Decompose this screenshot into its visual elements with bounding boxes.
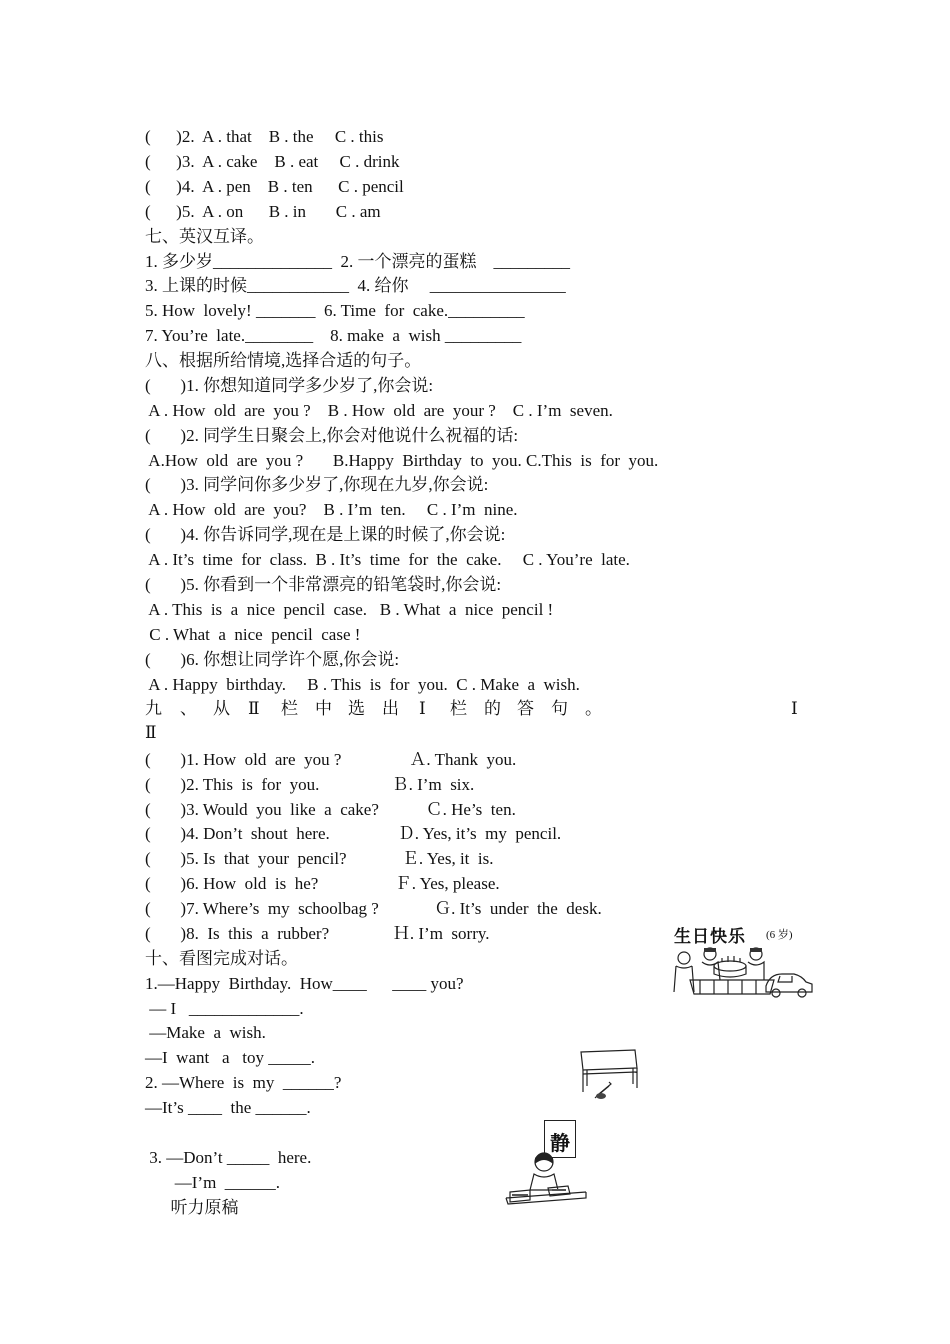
section8-q5: ( )5. 你看到一个非常漂亮的铅笔袋时,你会说: — [145, 575, 502, 594]
section9-column1-label: Ⅰ — [791, 699, 798, 718]
birthday-scene-drawing — [670, 922, 820, 1000]
section9-heading-char: 的 — [484, 699, 501, 718]
dialogue2-line1: 2. —Where is my ______? — [145, 1073, 342, 1092]
dialogue2-line2: —It’s ____ the ______. — [145, 1098, 311, 1117]
section6-q3: ( )3. A . cake B . eat C . drink — [145, 152, 400, 171]
desk-picture — [575, 1046, 645, 1108]
dialogue3-line2: —I’m ______. — [145, 1173, 281, 1192]
section7-row3: 5. How lovely! _______ 6. Time for cake._________ — [145, 301, 525, 320]
dialogue1-line2: — I _____________. — [145, 999, 304, 1018]
dialogue3-line1: 3. —Don’t _____ here. — [145, 1148, 312, 1167]
listening-script-title: 听力原稿 — [145, 1198, 239, 1217]
section9-heading-char: 出 — [382, 699, 399, 718]
section8-q5-options: A . This is a nice pencil case. B . What a nice pencil ! — [145, 600, 554, 619]
birthday-age-text: (6 岁) — [766, 929, 793, 941]
section8-q2: ( )2. 同学生日聚会上,你会对他说什么祝福的话: — [145, 426, 519, 445]
section6-q5: ( )5. A . on B . in C . am — [145, 202, 381, 221]
section9-heading-char: 九 — [145, 699, 162, 718]
student-reading-drawing — [500, 1118, 592, 1214]
dialogue1-line4: —I want a toy _____. — [145, 1048, 315, 1067]
section8-heading: 八、根据所给情境,选择合适的句子。 — [145, 351, 422, 370]
section9-heading-char: 答 — [517, 699, 534, 718]
section8-q1: ( )1. 你想知道同学多少岁了,你会说: — [145, 376, 434, 395]
section9-row: ( )1. How old are you ? Ａ. Thank you. — [145, 750, 517, 769]
section8-q2-options: A.How old are you ? B.Happy Birthday to you. C.This is for you. — [145, 451, 659, 470]
section9-heading-char: 中 — [315, 699, 332, 718]
section7-row1: 1. 多少岁______________ 2. 一个漂亮的蛋糕 _________ — [145, 252, 570, 271]
section9-heading-char: 选 — [348, 699, 365, 718]
section9-heading-char: 、 — [180, 699, 197, 718]
section6-q4: ( )4. A . pen B . ten C . pencil — [145, 177, 404, 196]
section9-heading-char: Ⅰ — [419, 699, 426, 718]
section9-column2-label: Ⅱ — [145, 723, 157, 742]
section8-q6-options: A . Happy birthday. B . This is for you. C . Make a wish. — [145, 675, 580, 694]
section8-q5-option-c: C . What a nice pencil case ! — [145, 625, 361, 644]
section9-row: ( )6. How old is he? Ｆ. Yes, please. — [145, 874, 500, 893]
section9-row: ( )4. Don’t shout here. Ｄ. Yes, it’s my pencil. — [145, 824, 562, 843]
section9-row: ( )2. This is for you. Ｂ. I’m six. — [145, 775, 475, 794]
section8-q4-options: A . It’s time for class. B . It’s time for the cake. C . You’re late. — [145, 550, 630, 569]
birthday-party-picture — [670, 922, 820, 1000]
section7-row4: 7. You’re late.________ 8. make a wish _________ — [145, 326, 522, 345]
section6-q2: ( )2. A . that B . the C . this — [145, 127, 384, 146]
section9-heading-char: 。 — [585, 699, 602, 718]
section9-row: ( )5. Is that your pencil? Ｅ. Yes, it is. — [145, 849, 494, 868]
section8-q1-options: A . How old are you ? B . How old are your ? C . I’m seven. — [145, 401, 613, 420]
section8-q3: ( )3. 同学问你多少岁了,你现在九岁,你会说: — [145, 475, 489, 494]
section9-heading-char: 句 — [551, 699, 568, 718]
section10-heading: 十、看图完成对话。 — [145, 949, 298, 968]
section8-q6: ( )6. 你想让同学许个愿,你会说: — [145, 650, 400, 669]
quiet-student-picture — [500, 1118, 592, 1214]
section9-heading-char: Ⅱ — [248, 699, 260, 718]
section9-heading-char: 栏 — [450, 699, 467, 718]
dialogue1-line1: 1.—Happy Birthday. How____ ____ you? — [145, 974, 464, 993]
section7-heading: 七、英汉互译。 — [145, 227, 264, 246]
dialogue1-line3: —Make a wish. — [145, 1023, 266, 1042]
section8-q4: ( )4. 你告诉同学,现在是上课的时候了,你会说: — [145, 525, 506, 544]
section9-row: ( )8. Is this a rubber? Ｈ. I’m sorry. — [145, 924, 490, 943]
section9-heading-char: 从 — [213, 699, 230, 718]
section9-row: ( )7. Where’s my schoolbag ? Ｇ. It’s under the desk. — [145, 899, 602, 918]
section9-row: ( )3. Would you like a cake? Ｃ. He’s ten. — [145, 800, 516, 819]
section7-row2: 3. 上课的时候____________ 4. 给你 ________________ — [145, 276, 566, 295]
section8-q3-options: A . How old are you? B . I’m ten. C . I’m nine. — [145, 500, 518, 519]
desk-drawing — [575, 1046, 645, 1108]
quiet-sign-text: 静 — [550, 1131, 570, 1155]
birthday-banner-text: 生日快乐 — [674, 927, 746, 947]
section9-heading-char: 栏 — [281, 699, 298, 718]
